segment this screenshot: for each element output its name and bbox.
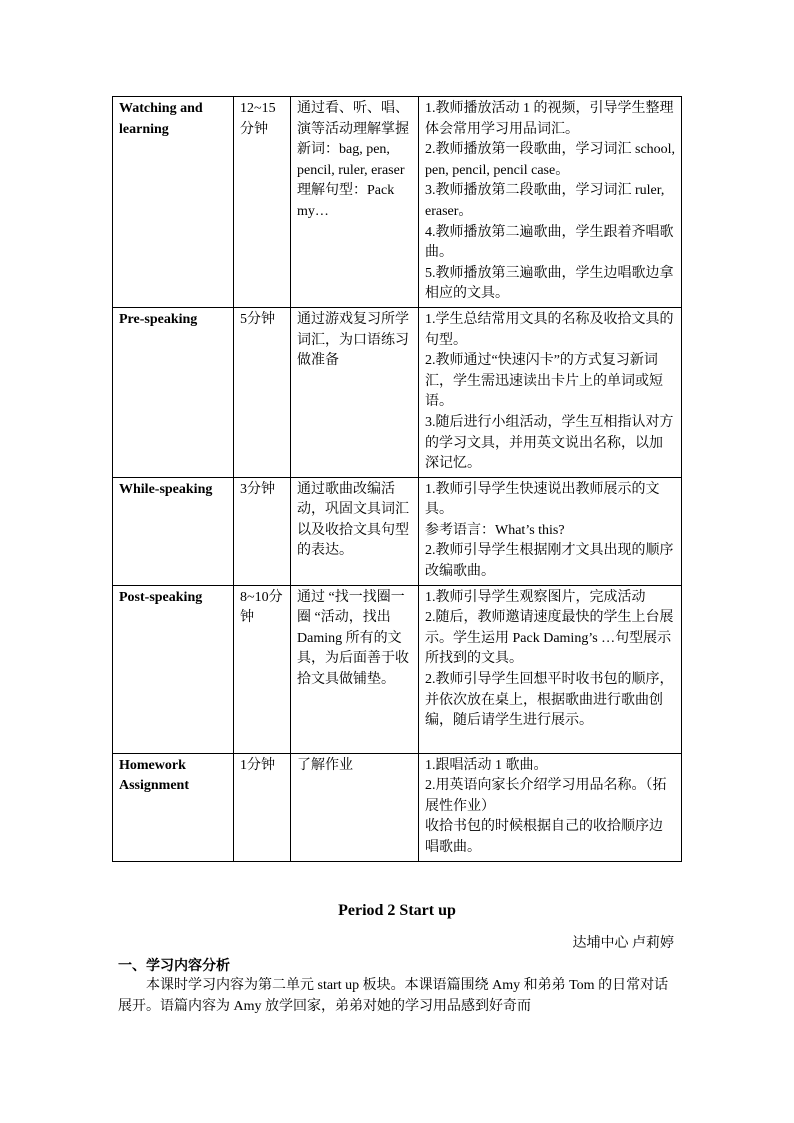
stage-cell: Watching and learning [113, 97, 234, 308]
goal-cell [291, 97, 419, 308]
goal-cell [291, 307, 419, 477]
table-row [113, 97, 682, 308]
steps-cell [419, 753, 682, 861]
time-cell: 1分钟 [234, 753, 291, 861]
table-row [113, 585, 682, 753]
table-row [113, 477, 682, 585]
time-cell: 12~15分钟 [234, 97, 291, 308]
table-row [113, 307, 682, 477]
step-line: 2.教师引导学生根据刚才文具出现的顺序改编歌曲。 [425, 543, 674, 580]
step-line: 2.教师播放第一段歌曲，学习词汇 school, pen, pencil, pencil case。 [425, 142, 676, 178]
goal-line: 通过看、听、唱、演等活动理解掌握新词：bag, pen, pencil, ruler, eraser [297, 101, 409, 178]
steps-cell [419, 307, 682, 477]
goal-cell [291, 477, 419, 585]
table-row [113, 753, 682, 861]
time-cell: 3分钟 [234, 477, 291, 585]
goal-cell [291, 753, 419, 861]
goal-line: 理解句型：Pack my… [297, 183, 395, 219]
step-line: 5.教师播放第三遍歌曲，学生边唱歌边拿相应的文具。 [425, 265, 674, 302]
step-line: 2.教师通过“快速闪卡”的方式复习新词汇，学生需迅速读出卡片上的单词或短语。 [425, 353, 663, 410]
step-line: 收拾书包的时候根据自己的收拾顺序边唱歌曲。 [425, 819, 663, 856]
section-heading: 一、学习内容分析 [118, 959, 230, 974]
step-line: 参考语言：What’s this? [425, 522, 565, 538]
step-line: 1.跟唱活动 1 歌曲。 [425, 757, 548, 773]
time-cell: 8~10分钟 [234, 585, 291, 753]
step-line: 4.教师播放第二遍歌曲，学生跟着齐唱歌曲。 [425, 224, 674, 261]
step-line: 3.教师播放第二段歌曲，学习词汇 ruler, eraser。 [425, 183, 665, 219]
goal-cell [291, 585, 419, 753]
step-line: 1.学生总结常用文具的名称及收拾文具的句型。 [425, 311, 674, 348]
step-line: 1.教师引导学生观察图片，完成活动 [425, 589, 646, 605]
goal-line: 通过 “找一找圈一圈 “活动，找出 Daming 所有的文具，为后面善于收拾文具做铺垫。 [297, 589, 409, 688]
steps-cell [419, 97, 682, 308]
steps-cell [419, 585, 682, 753]
steps-cell [419, 477, 682, 585]
step-line: 1.教师引导学生快速说出教师展示的文具。 [425, 481, 660, 518]
goal-line: 通过歌曲改编活动，巩固文具词汇以及收拾文具句型的表达。 [297, 481, 409, 559]
author-line: 达埔中心 卢莉婷 [572, 936, 674, 951]
period-title: Period 2 Start up [338, 902, 456, 919]
step-line: 2.用英语向家长介绍学习用品名称。（拓展性作业） [425, 778, 667, 814]
step-line: 2.教师引导学生回想平时收书包的顺序，并依次放在桌上，根据歌曲进行歌曲创编，随后请学生进行展示。 [425, 672, 674, 729]
step-line: 1.教师播放活动 1 的视频，引导学生整理体会常用学习用品词汇。 [425, 101, 674, 137]
goal-line: 通过游戏复习所学词汇，为口语练习做准备 [297, 311, 409, 369]
body-paragraph: 本课时学习内容为第二单元 start up 板块。本课语篇围绕 Amy 和弟弟 Tom 的日常对话展开。语篇内容为 Amy 放学回家，弟弟对她的学习用品感到好奇而 [118, 978, 669, 1014]
stage-cell: Pre-speaking [113, 307, 234, 477]
step-line: 3.随后进行小组活动，学生互相指认对方的学习文具，并用英文说出名称，以加深记忆。 [425, 414, 674, 472]
time-cell: 5分钟 [234, 307, 291, 477]
stage-cell: Homework Assignment [113, 753, 234, 861]
stage-cell: While-speaking [113, 477, 234, 585]
goal-line: 了解作业 [297, 757, 353, 773]
lesson-plan-table [112, 96, 682, 862]
step-line: 2.随后，教师邀请速度最快的学生上台展示。学生运用 Pack Daming’s …句型展示所找到的文具。 [425, 610, 674, 667]
stage-cell: Post-speaking [113, 585, 234, 753]
